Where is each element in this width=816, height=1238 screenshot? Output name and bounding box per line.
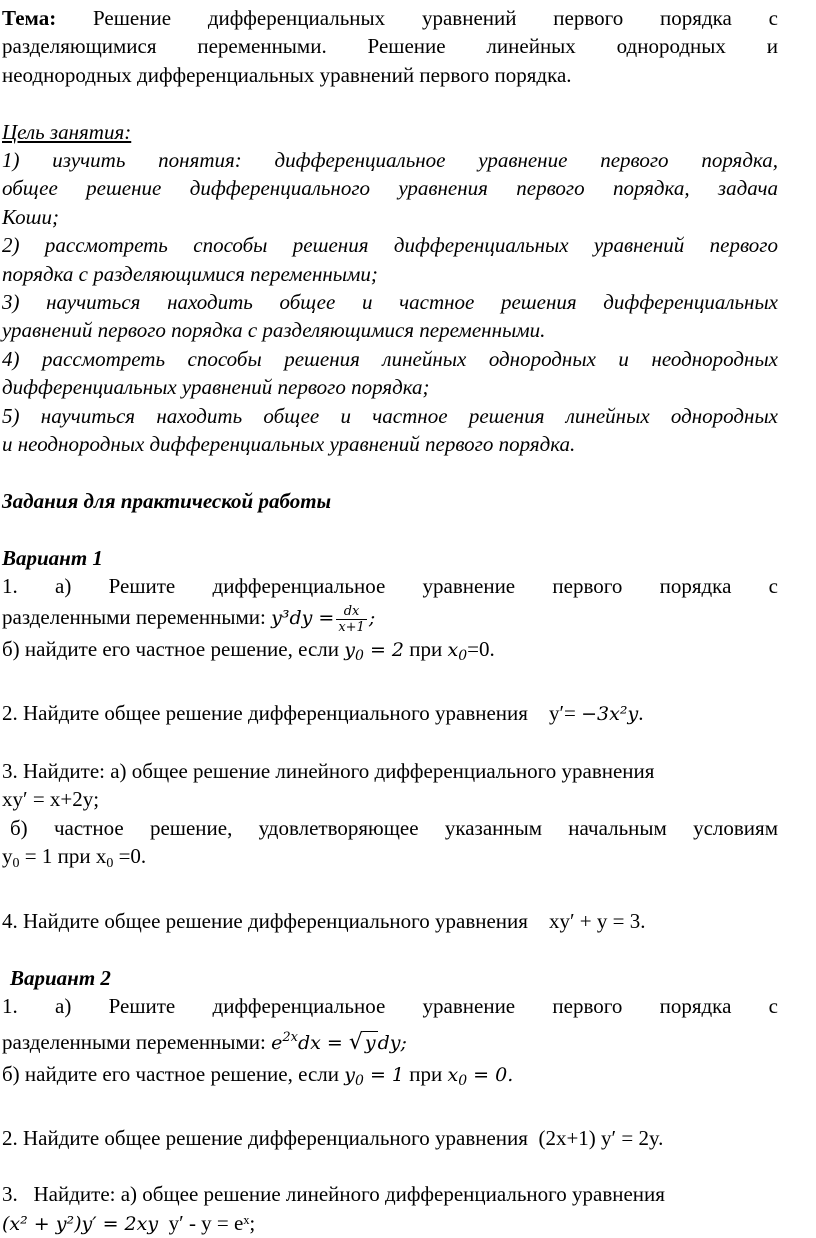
v1-task-3-line-3: б) частное решение, удовлетворяющее указанным начальным условиям	[10, 815, 778, 840]
v2-task-3-line-1: 3. Найдите: а) общее решение линейного дифференциального уравнения	[2, 1182, 665, 1207]
v2-task-3-line-2: (x² + y²)y′ = 2xy y′ - y = eˣ;	[2, 1210, 256, 1235]
v1-task-3-line-1: 3. Найдите: а) общее решение линейного дифференциального уравнения	[2, 759, 655, 784]
tasks-heading: Задания для практической работы	[2, 488, 332, 513]
v2-task-2: 2. Найдите общее решение дифференциального уравнения (2x+1) y′ = 2y.	[2, 1125, 664, 1150]
variant-2-title: Вариант 2	[10, 965, 111, 990]
goal-list	[2, 146, 778, 458]
v1-task-3-line-4: $y_0 = 1$ при $x_0 =0$.	[2, 844, 147, 872]
goal-item-4-line-2: дифференциальных уравнений первого порядка;	[2, 375, 430, 400]
goal-item-5-line-2: и неоднородных дифференциальных уравнений первого порядка.	[2, 432, 576, 457]
v1-task-4: 4. Найдите общее решение дифференциального уравнения xy′ + y = 3.	[2, 909, 646, 934]
v1-task-1-b: б) найдите его частное решение, если $y_0 = 2$ при $x_0=0$.	[2, 637, 495, 665]
v1-task-1-line-2: разделенными переменными: y³dy = $\frac{dx}{x+1}$ ;	[2, 603, 376, 635]
goal-item-2-line-2: порядка с разделяющимися переменными;	[2, 261, 378, 286]
v1-task-2: 2. Найдите общее решение дифференциального уравнения y′= −3x²y.	[2, 701, 644, 726]
document-page	[0, 4, 778, 1238]
v2-task-1-b: б) найдите его частное решение, если $y_0 = 1$ при $x_0 = 0$.	[2, 1061, 514, 1089]
variant-1-title: Вариант 1	[2, 545, 103, 570]
v1-fraction: $\frac{dx}{x+1}$	[338, 603, 365, 635]
goal-item-1-line-2: общее решение дифференциального уравнения первого порядка, задача	[2, 176, 778, 201]
v1-task-1-equation: y³dy = $\frac{dx}{x+1}$ ;	[271, 603, 376, 635]
goal-item-1-line-1: 1) изучить понятия: дифференциальное уравнение первого порядка,	[2, 148, 778, 173]
goal-item-4-line-1: 4) рассмотреть способы решения линейных однородных и неоднородных	[2, 346, 778, 371]
v2-task-1-line-2: разделенными переменными: $e^{2x}dx$ = √ y dy;	[2, 1021, 778, 1060]
topic-line-3: неоднородных дифференциальных уравнений первого порядка.	[2, 62, 572, 87]
goal-title: Цель занятия:	[2, 119, 132, 144]
goal-item-1-line-3: Коши;	[2, 204, 59, 229]
goal-item-3-line-1: 3) научиться находить общее и частное решения дифференциальных	[2, 290, 778, 315]
v2-task-1-equation: $e^{2x}dx$ = √ y dy;	[271, 1032, 407, 1054]
v1-task-1-line-1: 1. а) Решите дифференциальное уравнение первого порядка с	[2, 574, 778, 599]
v2-task-1-line-1: 1. а) Решите дифференциальное уравнение первого порядка с	[2, 994, 778, 1019]
goal-item-3-line-2: уравнений первого порядка с разделяющимися переменными.	[2, 318, 546, 343]
goal-item-2-line-1: 2) рассмотреть способы решения дифференциальных уравнений первого	[2, 233, 778, 258]
topic-line-2: разделяющимися переменными. Решение линейных однородных и	[2, 34, 778, 59]
sqrt-symbol: √	[348, 1029, 363, 1055]
topic-label: Тема:	[2, 6, 57, 30]
goal-item-5-line-1: 5) научиться находить общее и частное решения линейных однородных	[2, 403, 778, 428]
v1-task-3-line-2: xy′ = x+2y;	[2, 787, 100, 812]
topic-line-1: Тема: Решение дифференциальных уравнений первого порядка с	[2, 6, 778, 30]
